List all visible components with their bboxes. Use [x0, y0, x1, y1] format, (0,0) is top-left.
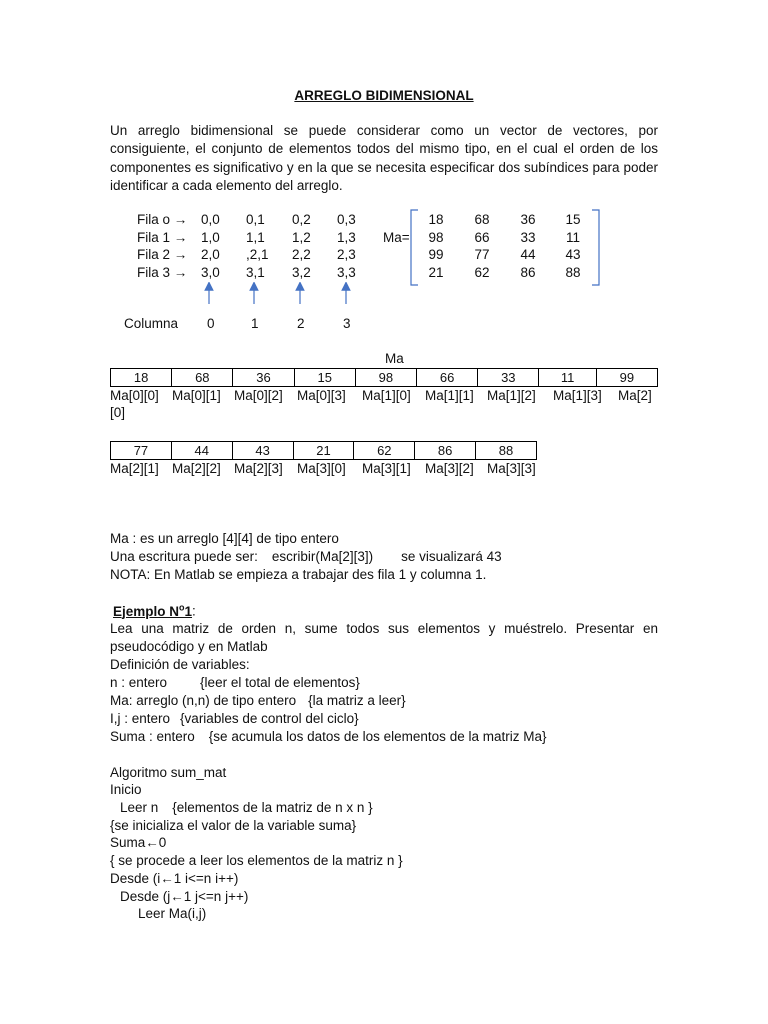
algo-line: Leer n {elementos de la matriz de n x n } [120, 800, 373, 815]
index-cell: 1,0 [201, 230, 220, 245]
array-index: Ma[2][1] [110, 461, 159, 476]
array-index: Ma[3][1] [362, 461, 411, 476]
intro-paragraph: Un arreglo bidimensional se puede considerar como un vector de vectores, por consiguiente, el conjunto de elementos todos del mismo tipo, en el cual el orden de los componentes es significativo y en la que se necesita especificar dos subíndices para poder identificar a cada elemento del arreglo. [110, 123, 658, 193]
algo-comment: { se procede a leer los elementos de la matriz n } [110, 853, 403, 868]
matrix-cell: 62 [474, 265, 490, 280]
column-number: 2 [297, 316, 305, 331]
array-cell: 15 [294, 369, 355, 387]
array-index: Ma[0][2] [234, 388, 283, 403]
row-label: Fila 1 → [137, 230, 188, 245]
array-cell: 86 [415, 442, 476, 460]
array-cell: 77 [111, 442, 172, 460]
matrix-cell: 15 [565, 212, 581, 227]
array-cell: 33 [478, 369, 539, 387]
index-cell: 0,3 [337, 212, 356, 227]
array-index: Ma[2][3] [234, 461, 283, 476]
matrix-cell: 33 [520, 230, 536, 245]
column-arrows [195, 282, 365, 306]
array-index: Ma[1][0] [362, 388, 411, 403]
array-index: Ma[1][1] [425, 388, 474, 403]
matrix-cell: 18 [428, 212, 444, 227]
matrix-cell: 43 [565, 247, 581, 262]
page-title: ARREGLO BIDIMENSIONAL [294, 88, 474, 103]
note-line: Ma : es un arreglo [4][4] de tipo entero [110, 531, 339, 546]
left-arrow-icon: ← [160, 871, 174, 886]
array-cell: 88 [476, 442, 537, 460]
array-index: Ma[0][3] [297, 388, 346, 403]
array-index: Ma[0][1] [172, 388, 221, 403]
example-heading: Ejemplo $N^o1$: [113, 602, 196, 619]
algo-line: Desde (j←1 j<=n j++) [120, 889, 249, 904]
note-line: Una escritura puede ser: escribir(Ma[2][3]) se visualizará 43 [110, 549, 502, 564]
index-cell: 2,3 [337, 247, 356, 262]
algo-line: Leer Ma(i,j) [138, 906, 207, 921]
array-index-wrap: [0] [110, 405, 126, 420]
array-index: Ma[2] [618, 388, 652, 403]
array-cell: 36 [233, 369, 294, 387]
def-line: I,j : entero {variables de control del ciclo} [110, 711, 359, 726]
defs-title: Definición de variables: [110, 657, 250, 672]
array-index: Ma[0][0] [110, 388, 159, 403]
index-cell: 3,0 [201, 265, 220, 280]
index-cell: 1,2 [292, 230, 311, 245]
left-arrow-icon: ← [145, 835, 159, 850]
algo-line: Suma←0 [110, 835, 167, 850]
array-label: Ma [385, 351, 404, 366]
algo-name: Algoritmo sum_mat [110, 765, 227, 780]
matrix-cell: 86 [520, 265, 536, 280]
def-line: Ma: arreglo (n,n) de tipo entero {la matriz a leer} [110, 693, 406, 708]
matrix-cell: 98 [428, 230, 444, 245]
index-cell: 3,2 [292, 265, 311, 280]
row-label: Fila 3 → [137, 265, 188, 280]
matrix-cell: 11 [565, 230, 580, 245]
matrix-cell: 68 [474, 212, 490, 227]
array-cell: 18 [111, 369, 172, 387]
array-cell: 21 [293, 442, 354, 460]
matrix-cell: 36 [520, 212, 536, 227]
column-number: 0 [207, 316, 215, 331]
array-row-1 [110, 368, 658, 387]
note-line: NOTA: En Matlab se empieza a trabajar des fila 1 y columna 1. [110, 567, 487, 582]
array-cell: 68 [172, 369, 233, 387]
def-line: n : entero {leer el total de elementos} [110, 675, 360, 690]
array-index: Ma[3][0] [297, 461, 346, 476]
array-cell: 44 [171, 442, 232, 460]
algo-line: Inicio [110, 782, 142, 797]
array-cell: 43 [232, 442, 293, 460]
index-cell: 1,3 [337, 230, 356, 245]
array-index: Ma[3][2] [425, 461, 474, 476]
matrix-label: Ma= [383, 230, 410, 245]
left-arrow-icon: ← [170, 889, 184, 904]
index-cell: 0,1 [246, 212, 265, 227]
matrix-cell: 66 [474, 230, 490, 245]
index-cell: 2,2 [292, 247, 311, 262]
matrix-cell: 21 [428, 265, 444, 280]
array-cell: 11 [539, 369, 596, 387]
matrix-cell: 99 [428, 247, 444, 262]
array-cell: 98 [355, 369, 416, 387]
row-label: Fila o → [137, 212, 188, 227]
def-line: Suma : entero {se acumula los datos de los elementos de la matriz Ma} [110, 729, 547, 744]
index-cell: ,2,1 [246, 247, 269, 262]
example-statement: Lea una matriz de orden n, sume todos sus elementos y muéstrelo. Presentar en pseudocódigo y en Matlab [110, 621, 658, 655]
index-cell: 0,2 [292, 212, 311, 227]
index-cell: 3,1 [246, 265, 265, 280]
column-number: 1 [251, 316, 259, 331]
matrix-cell: 44 [520, 247, 536, 262]
array-index: Ma[3][3] [487, 461, 536, 476]
index-cell: 2,0 [201, 247, 220, 262]
algo-line: Desde (i←1 i<=n i++) [110, 871, 239, 886]
index-cell: 3,3 [337, 265, 356, 280]
algo-comment: {se inicializa el valor de la variable suma} [110, 818, 357, 833]
array-cell: 66 [417, 369, 478, 387]
column-label: Columna [124, 316, 179, 331]
array-index: Ma[1][3] [553, 388, 602, 403]
column-number: 3 [343, 316, 351, 331]
array-row-2 [110, 441, 537, 460]
matrix-cell: 88 [565, 265, 581, 280]
array-cell: 99 [596, 369, 657, 387]
index-cell: 1,1 [246, 230, 265, 245]
row-label: Fila 2 → [137, 247, 188, 262]
matrix-cell: 77 [474, 247, 490, 262]
index-cell: 0,0 [201, 212, 220, 227]
array-cell: 62 [354, 442, 415, 460]
array-index: Ma[1][2] [487, 388, 536, 403]
array-index: Ma[2][2] [172, 461, 221, 476]
